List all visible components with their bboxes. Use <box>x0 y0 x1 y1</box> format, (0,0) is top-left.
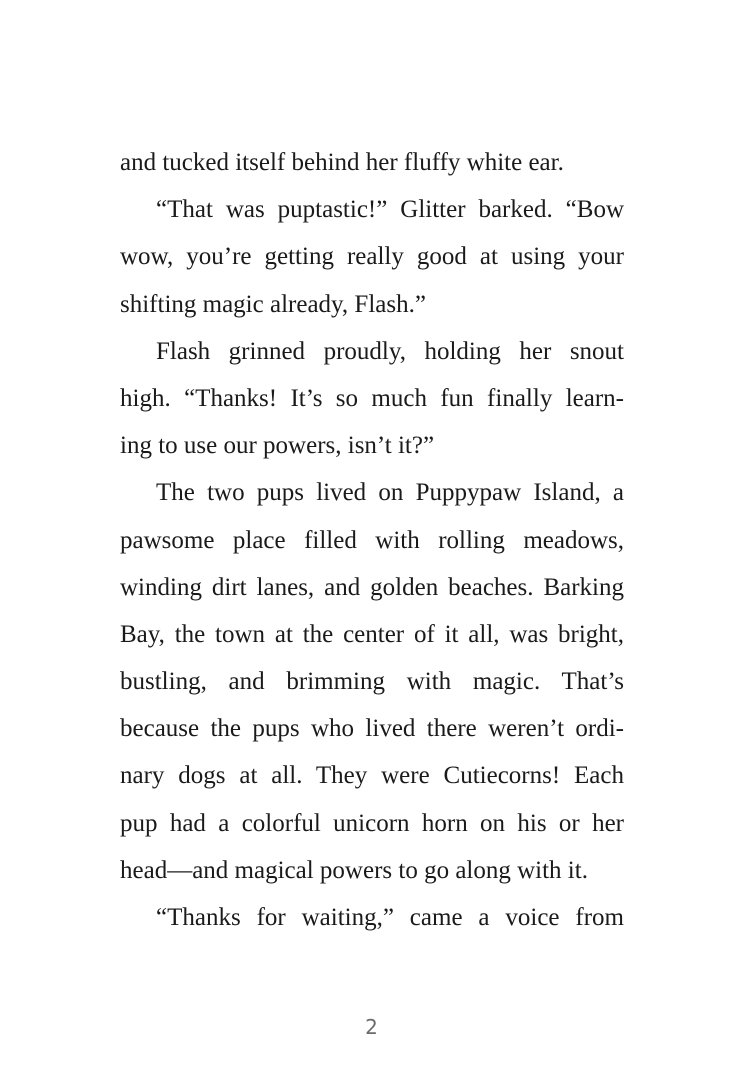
text-line: The two pups lived on Puppypaw Island, a <box>156 479 624 507</box>
text-line: nary dogs at all. They were Cutiecorns! Each <box>120 762 624 790</box>
text-line: head—and magical powers to go along with it. <box>120 856 588 884</box>
text-line: shifting magic already, Flash.” <box>120 290 426 318</box>
text-line: “That was puptastic!” Glitter barked. “Bow <box>156 196 624 224</box>
text-line: winding dirt lanes, and golden beaches. Barking <box>120 573 624 601</box>
page-number: 2 <box>365 1015 378 1039</box>
text-line: and tucked itself behind her fluffy white ear. <box>120 149 564 176</box>
text-line: ing to use our powers, isn’t it?” <box>120 432 435 460</box>
text-line: Bay, the town at the center of it all, was bright, <box>120 620 624 648</box>
text-line: wow, you’re getting really good at using your <box>120 243 624 271</box>
text-line: pawsome place filled with rolling meadows, <box>120 526 624 554</box>
text-line: bustling, and brimming with magic. That’s <box>120 668 624 696</box>
text-line: high. “Thanks! It’s so much fun finally learn- <box>120 384 624 412</box>
text-line: pup had a colorful unicorn horn on his or her <box>120 809 624 837</box>
body-text <box>120 139 624 941</box>
text-line: “Thanks for waiting,” came a voice from <box>156 904 624 931</box>
text-line: because the pups who lived there weren’t ordi- <box>120 715 624 743</box>
text-line: Flash grinned proudly, holding her snout <box>156 337 624 365</box>
